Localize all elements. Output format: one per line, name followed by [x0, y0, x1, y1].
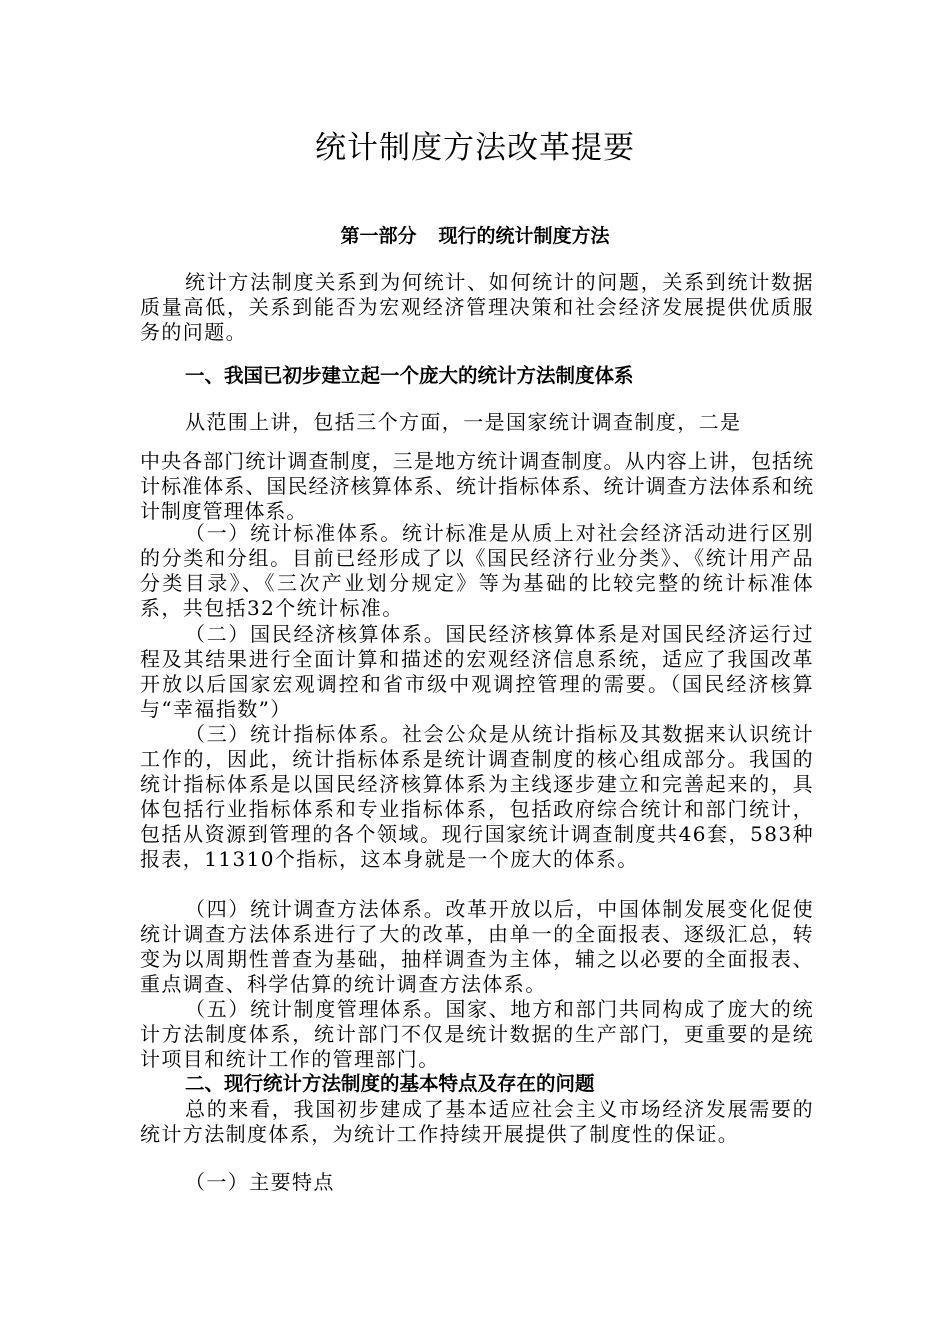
subheading-main-features: （一）主要特点: [185, 1170, 335, 1194]
part-name: 现行的统计制度方法: [438, 225, 610, 247]
item-management: （五）统计制度管理体系。国家、地方和部门共同构成了庞大的统计方法制度体系，统计部门不仅是统计数据的生产部门，更重要的是统计项目和统计工作的管理部门。: [140, 997, 814, 1071]
section1-heading: 一、我国已初步建立起一个庞大的统计方法制度体系: [185, 364, 634, 387]
item-standards: （一）统计标准体系。统计标准是从质上对社会经济活动进行区别的分类和分组。目前已经形成了以《国民经济行业分类》、《统计用产品分类目录》、《三次产业划分规定》等为基础的比较完整的统计标准体系，共包括32个统计标准。: [140, 521, 814, 620]
item-national-accounts: （二）国民经济核算体系。国民经济核算体系是对国民经济运行过程及其结果进行全面计算和描述的宏观经济信息系统，适应了我国改革开放以后国家宏观调控和省市级中观调控管理的需要。（国民经济核算与“幸福指数”）: [140, 622, 814, 721]
item-survey-methods: （四）统计调查方法体系。改革开放以后，中国体制发展变化促使统计调查方法体系进行了大的改革，由单一的全面报表、逐级汇总，转变为以周期性普查为基础，抽样调查为主体，辅之以必要的全面报表、重点调查、科学估算的统计调查方法体系。: [140, 897, 814, 996]
intro-paragraph: 统计方法制度关系到为何统计、如何统计的问题，关系到统计数据质量高低，关系到能否为宏观经济管理决策和社会经济发展提供优质服务的问题。: [140, 270, 814, 344]
section2-paragraph: 总的来看，我国初步建成了基本适应社会主义市场经济发展需要的统计方法制度体系，为统计工作持续开展提供了制度性的保证。: [140, 1097, 814, 1146]
section1-paragraph: 中央各部门统计调查制度，三是地方统计调查制度。从内容上讲，包括统计标准体系、国民经济核算体系、统计指标体系、统计调查方法体系和统计制度管理体系。: [140, 449, 814, 523]
part-heading: [0, 222, 950, 250]
section1-paragraph-line1: 从范围上讲，包括三个方面，一是国家统计调查制度，二是: [185, 410, 742, 434]
part-label: 第一部分: [340, 225, 417, 247]
section2-heading: 二、现行统计方法制度的基本特点及存在的问题: [185, 1072, 595, 1095]
document-title: 统计制度方法改革提要: [315, 130, 635, 166]
item-indicators: （三）统计指标体系。社会公众是从统计指标及其数据来认识统计工作的，因此，统计指标体系是统计调查制度的核心组成部分。我国的统计指标体系是以国民经济核算体系为主线逐步建立和完善起来的，具体包括行业指标体系和专业指标体系，包括政府综合统计和部门统计，包括从资源到管理的各个领域。现行国家统计调查制度共46套，583种报表，11310个指标，这本身就是一个庞大的体系。: [140, 722, 814, 871]
